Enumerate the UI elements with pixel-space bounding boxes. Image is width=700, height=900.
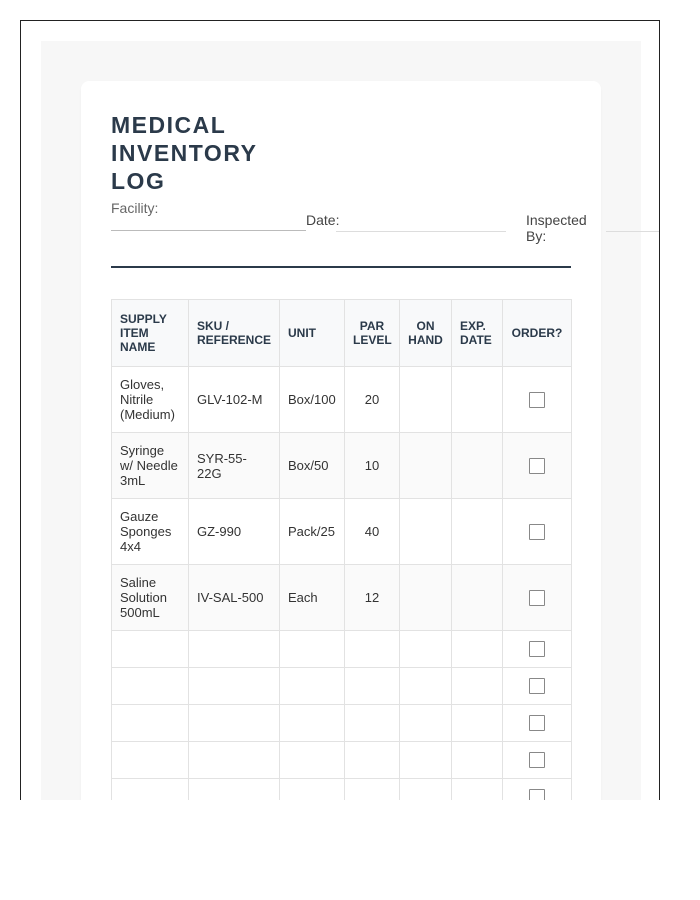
cell-on-hand[interactable] [400,433,452,499]
date-field[interactable] [306,212,339,228]
cell-unit: Box/50 [280,433,345,499]
cell-on-hand[interactable] [400,705,452,742]
cell-item: Saline Solution 500mL [112,565,189,631]
inventory-form-card [81,81,601,800]
cell-par [345,742,400,779]
col-header-par: PAR LEVEL [345,300,400,367]
form-title: MEDICAL INVENTORY LOG [111,112,257,194]
table-row [112,499,572,565]
cell-on-hand[interactable] [400,779,452,801]
cell-unit: Each [280,565,345,631]
cell-order [503,433,572,499]
cell-item [112,705,189,742]
cell-item [112,668,189,705]
cell-item [112,779,189,801]
cell-order [503,565,572,631]
table-row [112,367,572,433]
cell-item [112,742,189,779]
table-row [112,705,572,742]
cell-unit [280,668,345,705]
cell-exp[interactable] [452,367,503,433]
header-divider [111,266,571,268]
order-checkbox[interactable] [529,678,545,694]
cell-sku [189,631,280,668]
cell-on-hand[interactable] [400,499,452,565]
col-header-unit: UNIT [280,300,345,367]
cell-sku: GZ-990 [189,499,280,565]
cell-on-hand[interactable] [400,668,452,705]
facility-label: Facility: [111,200,159,216]
cell-exp[interactable] [452,499,503,565]
cell-exp[interactable] [452,433,503,499]
cell-sku [189,742,280,779]
cell-unit: Box/100 [280,367,345,433]
cell-item: Gauze Sponges 4x4 [112,499,189,565]
cell-exp[interactable] [452,705,503,742]
cell-on-hand[interactable] [400,565,452,631]
cell-on-hand[interactable] [400,631,452,668]
cell-unit [280,705,345,742]
date-input-line[interactable] [336,231,506,232]
cell-exp[interactable] [452,779,503,801]
cell-exp[interactable] [452,742,503,779]
cell-sku: SYR-55-22G [189,433,280,499]
cell-sku [189,779,280,801]
cell-exp[interactable] [452,668,503,705]
cell-item [112,631,189,668]
cell-on-hand[interactable] [400,742,452,779]
order-checkbox[interactable] [529,641,545,657]
cell-order [503,779,572,801]
col-header-on-hand: ON HAND [400,300,452,367]
table-row [112,631,572,668]
order-checkbox[interactable] [529,715,545,731]
cell-sku [189,705,280,742]
cell-par: 20 [345,367,400,433]
col-header-sku: SKU / REFERENCE [189,300,280,367]
cell-order [503,668,572,705]
cell-par [345,631,400,668]
table-row [112,742,572,779]
order-checkbox[interactable] [529,524,545,540]
cell-order [503,631,572,668]
cell-unit [280,779,345,801]
cell-item: Gloves, Nitrile (Medium) [112,367,189,433]
cell-par: 12 [345,565,400,631]
cell-exp[interactable] [452,631,503,668]
order-checkbox[interactable] [529,590,545,606]
cell-order [503,705,572,742]
table-row [112,565,572,631]
col-header-order: ORDER? [503,300,572,367]
order-checkbox[interactable] [529,789,545,800]
date-label: Date: [306,212,340,228]
cell-sku: IV-SAL-500 [189,565,280,631]
inventory-table [111,299,572,800]
cell-order [503,367,572,433]
cell-par [345,705,400,742]
page-frame [20,20,660,800]
cell-par [345,779,400,801]
cell-exp[interactable] [452,565,503,631]
cell-on-hand[interactable] [400,367,452,433]
table-row [112,668,572,705]
table-row [112,779,572,801]
cell-order [503,742,572,779]
table-header-row [112,300,572,367]
cell-unit: Pack/25 [280,499,345,565]
order-checkbox[interactable] [529,458,545,474]
cell-order [503,499,572,565]
cell-sku [189,668,280,705]
cell-par: 10 [345,433,400,499]
cell-par: 40 [345,499,400,565]
order-checkbox[interactable] [529,392,545,408]
col-header-exp: EXP. DATE [452,300,503,367]
inspected-by-field[interactable] [526,212,601,244]
inspected-by-label: Inspected By: [526,212,587,244]
cell-item: Syringe w/ Needle 3mL [112,433,189,499]
inspected-by-input-line[interactable] [606,231,660,232]
cell-unit [280,631,345,668]
facility-field[interactable] [111,200,158,216]
cell-unit [280,742,345,779]
col-header-item: SUPPLY ITEM NAME [112,300,189,367]
facility-input-line[interactable] [111,230,306,231]
order-checkbox[interactable] [529,752,545,768]
table-row [112,433,572,499]
cell-par [345,668,400,705]
cell-sku: GLV-102-M [189,367,280,433]
